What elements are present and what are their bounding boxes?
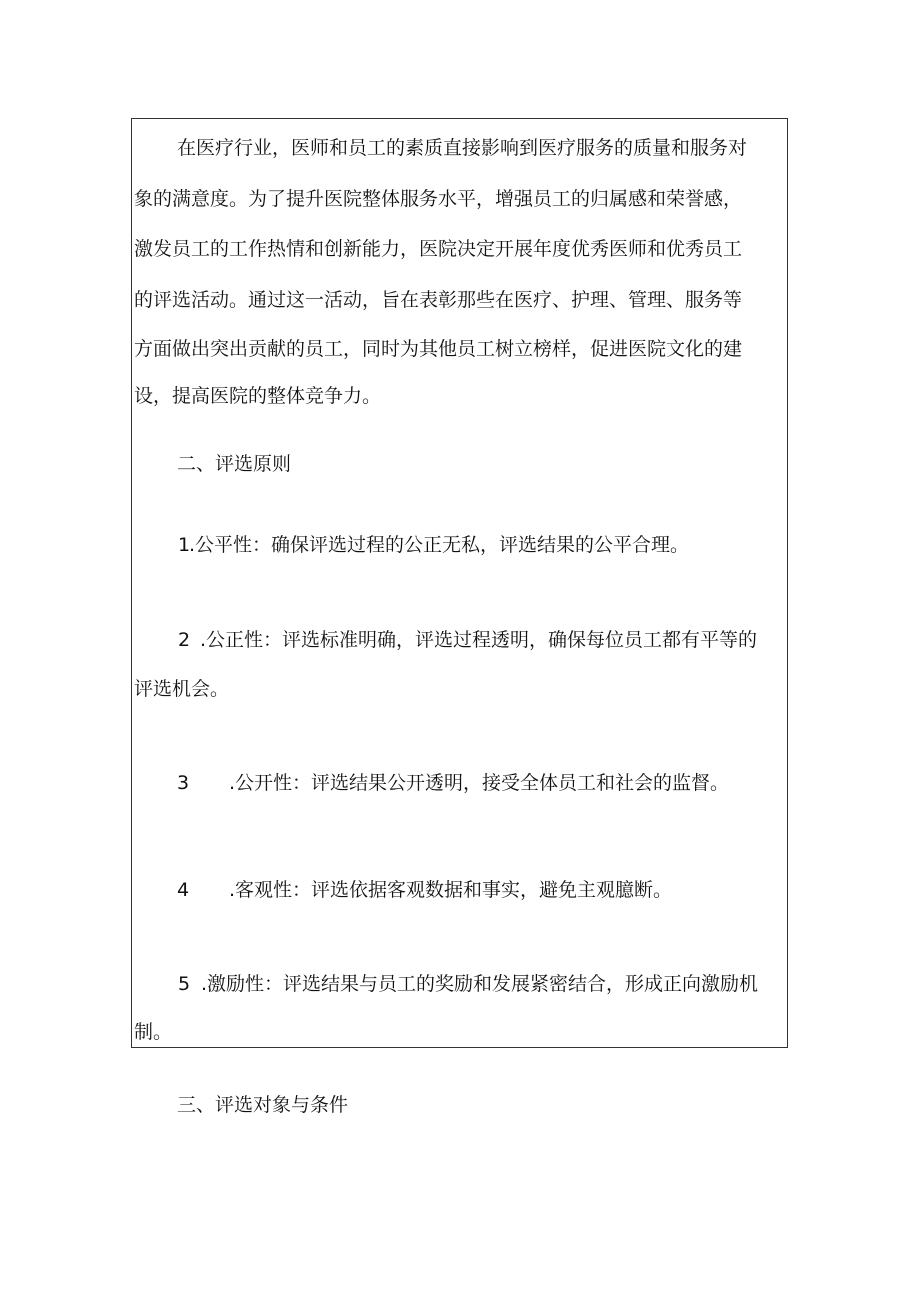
section-heading-principles: 二、评选原则 [177, 453, 292, 475]
principle-item-3-number: 3 [177, 772, 190, 794]
principle-item-5-continuation: 制。 [134, 1021, 173, 1043]
principle-item-2-continuation: 评选机会。 [134, 678, 230, 700]
intro-line-4: 的评选活动。通过这一活动，旨在表彰那些在医疗、护理、管理、服务等 [134, 289, 743, 311]
intro-line-6: 设，提高医院的整体竞争力。 [134, 385, 382, 407]
principle-item-3-text: .公开性：评选结果公开透明，接受全体员工和社会的监督。 [229, 772, 730, 794]
principle-item-4-number: 4 [177, 879, 190, 901]
principle-item-2-number: 2 [178, 629, 191, 651]
principle-item-4-text: .客观性：评选依据客观数据和事实，避免主观臆断。 [229, 879, 673, 901]
intro-line-5: 方面做出突出贡献的员工，同时为其他员工树立榜样，促进医院文化的建 [134, 338, 743, 360]
principle-item-5-text: .激励性：评选结果与员工的奖励和发展紧密结合，形成正向激励机 [201, 973, 759, 995]
intro-line-2: 象的满意度。为了提升医院整体服务水平，增强员工的归属感和荣誉感， [134, 188, 743, 210]
principle-item-1-text: .公平性：确保评选过程的公正无私，评选结果的公平合理。 [189, 534, 690, 556]
principle-item-1-number: 1 [178, 534, 191, 556]
section-heading-candidates: 三、评选对象与条件 [177, 1094, 349, 1116]
principle-item-2-text: .公正性：评选标准明确，评选过程透明，确保每位员工都有平等的 [200, 629, 758, 651]
principle-item-5-number: 5 [178, 973, 191, 995]
intro-line-1: 在医疗行业，医师和员工的素质直接影响到医疗服务的质量和服务对 [177, 137, 748, 159]
intro-line-3: 激发员工的工作热情和创新能力，医院决定开展年度优秀医师和优秀员工 [134, 238, 743, 260]
